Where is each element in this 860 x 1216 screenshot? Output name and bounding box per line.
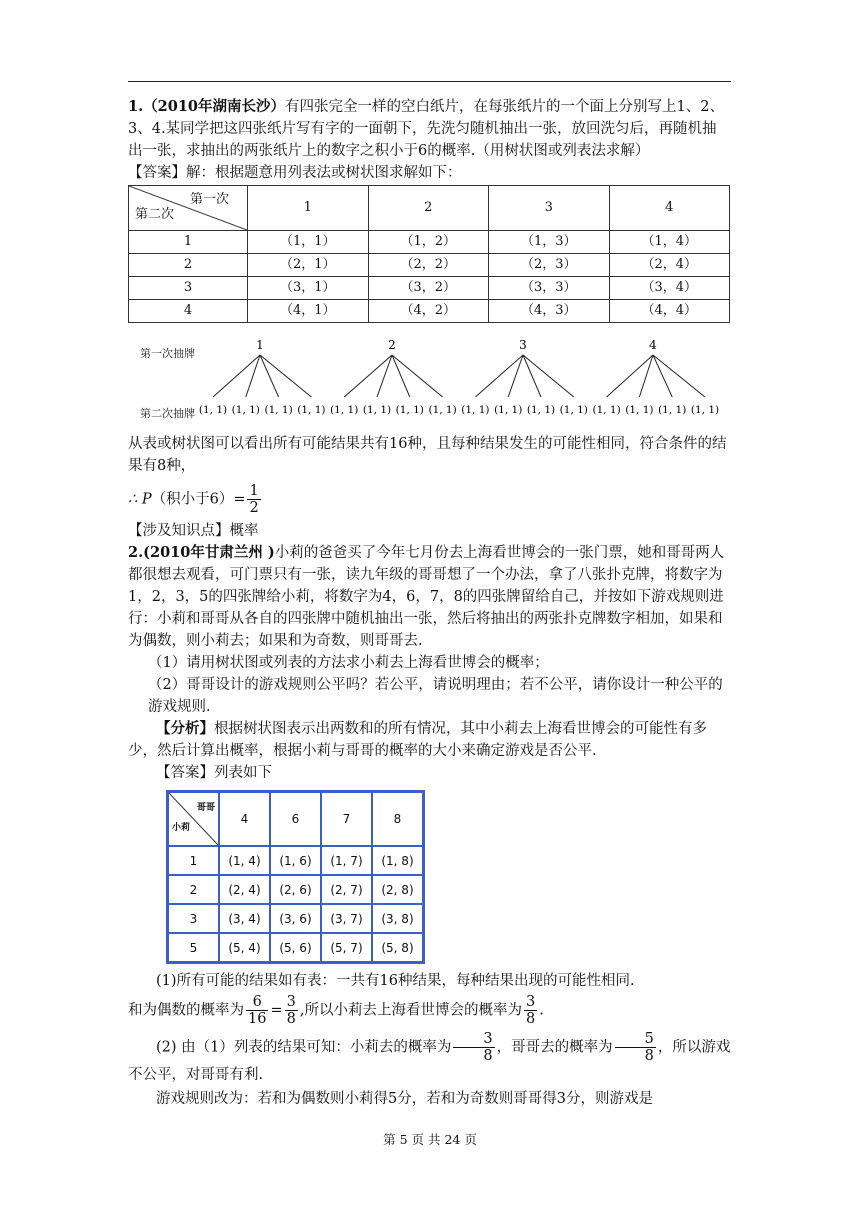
table-cell: （1，3）: [489, 231, 610, 254]
q2-source: (2010年甘肃兰州 ): [143, 544, 275, 561]
row-label: 3: [129, 277, 248, 300]
tree-branch: [260, 355, 279, 397]
q2-solution-3: 游戏规则改为：若和为偶数则小莉得5分，若和为奇数则哥哥得3分，则游戏是: [156, 1091, 653, 1107]
table-row: [129, 254, 730, 277]
prob-symbol: ∴ P: [128, 491, 152, 508]
tree-branch: [392, 355, 443, 397]
fraction-numerator: 6: [246, 994, 268, 1011]
table-cell: (5, 8): [372, 933, 424, 963]
q1-conclusion: 从表或树状图可以看出所有可能结果共有16种，且每种结果发生的可能性相同，符合条件的结果有8种，: [128, 436, 727, 474]
table-cell: (3, 7): [321, 904, 372, 933]
table-cell: （4，3）: [489, 300, 610, 323]
fraction-denominator: 16: [248, 1011, 267, 1027]
tree-leaf: (1, 1): [297, 404, 326, 416]
table-row: [168, 904, 424, 933]
table-cell: (3, 8): [372, 904, 424, 933]
tree-leaf: (1, 1): [494, 404, 523, 416]
table-cell: （3，3）: [489, 277, 610, 300]
answer-text: 列表如下: [214, 765, 272, 781]
page-footer: 第 5 页 共 24 页: [383, 1132, 477, 1147]
tree-leaf: (1, 1): [395, 404, 424, 416]
analysis-text: 根据树状图表示出两数和的所有情况，其中小莉去上海看世博会的可能性有多少，然后计算出概率，根据小莉与哥哥的概率的大小来确定游戏是否公平.: [128, 721, 707, 759]
row-label: 1: [129, 231, 248, 254]
q2-solution-2b: 不公平，对哥哥有利.: [128, 1067, 264, 1083]
table-cell: (1, 4): [219, 846, 270, 875]
fraction-denominator: 8: [286, 1011, 296, 1027]
tree-branch: [392, 355, 410, 397]
table-cell: （2，4）: [609, 254, 730, 277]
fraction: [453, 1031, 494, 1064]
text: ，所以游戏: [657, 1039, 731, 1056]
equals-sign: =: [270, 1002, 283, 1019]
fraction: [285, 994, 298, 1027]
tree-branch: [653, 355, 705, 397]
col-header: 7: [321, 792, 372, 847]
tree-leaf: (1, 1): [330, 404, 359, 416]
table-cell: （3，1）: [248, 277, 369, 300]
table-cell: (1, 6): [270, 846, 321, 875]
tree-leaf: (1, 1): [428, 404, 457, 416]
text: .: [539, 1002, 544, 1019]
tree-leaf: (1, 1): [559, 404, 588, 416]
q1-product-table: [128, 185, 730, 323]
tree-leaf: (1, 1): [231, 404, 260, 416]
table-cell: (5, 6): [270, 933, 321, 963]
table-cell: （3，4）: [609, 277, 730, 300]
row-label: 4: [129, 300, 248, 323]
corner-top: 哥哥: [196, 803, 215, 813]
tree-branch: [523, 355, 541, 397]
tree-root: 3: [519, 338, 527, 352]
table-corner: [129, 186, 248, 231]
table-cell: （1，2）: [368, 231, 489, 254]
tree-branch: [653, 355, 672, 397]
fraction-denominator: 8: [483, 1048, 493, 1064]
header-rule: [128, 81, 731, 82]
table-cell: (2, 6): [270, 875, 321, 904]
fraction-denominator: 8: [644, 1048, 654, 1064]
table-cell: (2, 4): [219, 875, 270, 904]
prob-condition: （积小于6）=: [151, 491, 246, 508]
q2-statement: [128, 542, 731, 652]
table-cell: （2，2）: [368, 254, 489, 277]
table-cell: （4，2）: [368, 300, 489, 323]
table-cell: (5, 4): [219, 933, 270, 963]
row-label: 1: [168, 846, 220, 875]
table-cell: （2，3）: [489, 254, 610, 277]
table-row: [168, 933, 424, 963]
q2-number: 2.: [128, 544, 144, 561]
col-header: 2: [368, 186, 489, 231]
tree-leaf: (1, 1): [198, 404, 228, 416]
answer-label: 【答案】: [156, 765, 214, 781]
knowledge-label: 【涉及知识点】: [128, 523, 230, 539]
tree-leaf: (1, 1): [526, 404, 556, 416]
q2-sum-table: [166, 790, 425, 964]
tree-branch: [260, 355, 311, 397]
table-cell: (2, 8): [372, 875, 424, 904]
tree-root: 4: [649, 338, 657, 352]
tree-leaf: (1, 1): [264, 404, 293, 416]
table-cell: （4，4）: [609, 300, 730, 323]
col-header: 3: [489, 186, 610, 231]
table-cell: (2, 7): [321, 875, 372, 904]
text: ，哥哥去的概率为: [496, 1039, 613, 1056]
row-label: 5: [168, 933, 220, 963]
tree-leaf: (1, 1): [690, 404, 720, 416]
table-row: [129, 300, 730, 323]
q2-solution-2: [128, 1031, 731, 1064]
table-cell: (1, 7): [321, 846, 372, 875]
fraction: [615, 1031, 656, 1064]
text: (2) 由（1）列表的结果可知：小莉去的概率为: [156, 1039, 452, 1056]
tree-leaf: (1, 1): [658, 404, 687, 416]
tree-root: 2: [388, 338, 396, 352]
fraction-denominator: 2: [249, 500, 259, 516]
q2-answer: [128, 762, 731, 784]
row-label: 2: [168, 875, 220, 904]
tree-leaf: (1, 1): [461, 404, 490, 416]
table-cell: （1，1）: [248, 231, 369, 254]
fraction-numerator: 3: [525, 994, 536, 1010]
table-cell: （4，1）: [248, 300, 369, 323]
table-cell: （1，4）: [609, 231, 730, 254]
col-header: 8: [372, 792, 424, 847]
col-header: 1: [248, 186, 369, 231]
knowledge-value: 概率: [229, 523, 259, 539]
table-row: [168, 846, 424, 875]
q1-text: 有四张完全一样的空白纸片，在每张纸片的一个面上分别写上1、2、3、4.某同学把这四张纸片写有字的一面朝下，先洗匀随机抽出一张，放回洗匀后，再随机抽出一张，求抽出的两张纸片上的数字之积小于6的概率.（用树状图或列表法求解）: [128, 99, 724, 159]
tree-first-label: 第一次抽牌: [140, 347, 195, 360]
table-cell: （2，1）: [248, 254, 369, 277]
q2-solution-1b: [128, 994, 731, 1027]
table-row: [129, 231, 730, 254]
fraction: [524, 994, 537, 1027]
table-corner: [168, 792, 220, 847]
q1-knowledge: [128, 520, 731, 542]
table-cell: (3, 6): [270, 904, 321, 933]
tree-diagram: [128, 333, 731, 429]
q1-source: （2010年湖南长沙）: [143, 98, 285, 115]
tree-root: 1: [256, 338, 264, 352]
text: 和为偶数的概率为: [128, 1002, 244, 1019]
fraction: [246, 994, 268, 1027]
table-cell: (3, 4): [219, 904, 270, 933]
col-header: 6: [270, 792, 321, 847]
q2-sub2: （2）哥哥设计的游戏规则公平吗？若公平，请说明理由；若不公平，请你设计一种公平的游戏规则.: [148, 677, 723, 715]
q1-number: 1.: [128, 98, 144, 115]
answer-text: 解：根据题意用列表法或树状图求解如下：: [186, 165, 462, 181]
corner-bottom: 第二次: [135, 207, 175, 222]
tree-branches: [128, 333, 731, 429]
col-header: 4: [219, 792, 270, 847]
table-row: [129, 277, 730, 300]
col-header: 4: [609, 186, 730, 231]
q2-text: 小莉的爸爸买了今年七月份去上海看世博会的一张门票，她和哥哥两人都很想去观看，可门票只有一张，读九年级的哥哥想了一个办法，拿了八张扑克牌，将数字为1，2，3，5的四张牌给小莉，将数字为4，6，7，8的四张牌留给自己，并按如下游戏规则进行：小莉和哥哥从各自的四张牌中随机抽出一张，然后将抽出的两张扑克牌数字相加，如果和为偶数，则小莉去；如果和为奇数，则哥哥去.: [128, 545, 725, 649]
answer-label: 【答案】: [128, 165, 186, 181]
page-content: [128, 96, 731, 1110]
fraction-numerator: 3: [453, 1031, 494, 1048]
table-row: [168, 875, 424, 904]
corner-bottom: 小莉: [172, 823, 191, 833]
fraction-numerator: 5: [615, 1031, 656, 1048]
q2-analysis: [128, 718, 731, 762]
tree-leaf: (1, 1): [362, 404, 392, 416]
table-cell: (1, 8): [372, 846, 424, 875]
fraction: [247, 483, 260, 516]
q1-statement: [128, 96, 731, 162]
q1-answer: [128, 162, 731, 184]
corner-top: 第一次: [189, 192, 229, 207]
row-label: 2: [129, 254, 248, 277]
fraction-numerator: 1: [249, 483, 259, 499]
tree-second-label: 第二次抽牌: [140, 407, 195, 420]
q2-solution-1: (1)所有可能的结果如有表：一共有16种结果，每种结果出现的可能性相同.: [156, 973, 635, 989]
row-label: 3: [168, 904, 220, 933]
tree-leaf: (1, 1): [592, 404, 621, 416]
tree-branch: [523, 355, 574, 397]
q1-probability: [128, 483, 731, 516]
text: ,所以小莉去上海看世博会的概率为: [299, 1002, 522, 1019]
analysis-label: 【分析】: [156, 720, 214, 737]
fraction-numerator: 3: [286, 994, 296, 1010]
fraction-denominator: 8: [525, 1011, 536, 1027]
table-cell: (5, 7): [321, 933, 372, 963]
q2-sub1: （1）请用树状图或列表的方法求小莉去上海看世博会的概率；: [148, 655, 549, 671]
table-cell: （3，2）: [368, 277, 489, 300]
tree-leaf: (1, 1): [625, 404, 654, 416]
